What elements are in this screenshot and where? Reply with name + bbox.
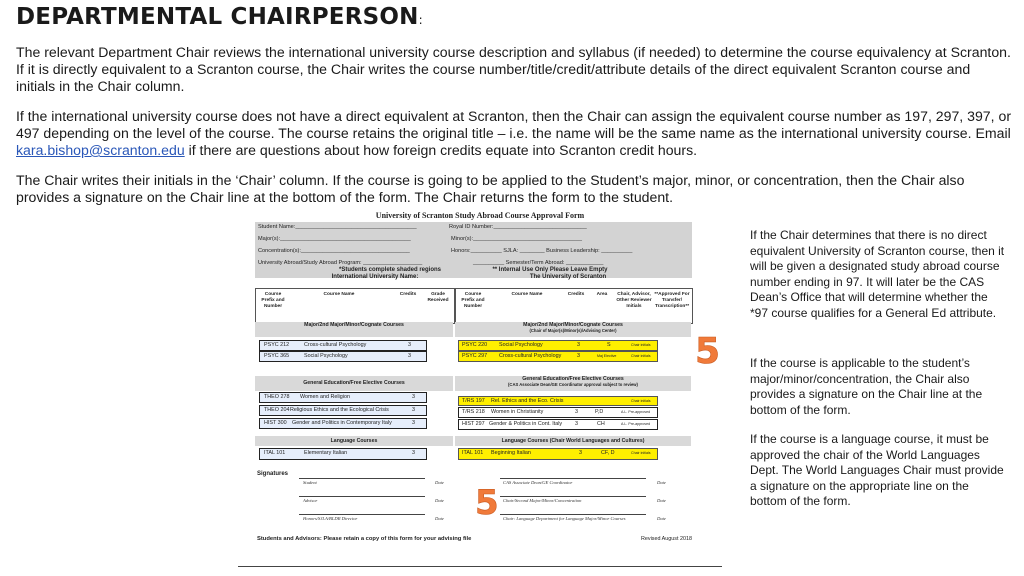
section-lang-right: Language Courses (Chair World Languages and Cultures) <box>455 436 691 446</box>
col-course-name-usc: Course Name <box>511 292 543 297</box>
gen-left-row-2: THEO 204 Religious Ethics and the Ecological Crisis 3 <box>259 405 427 416</box>
side-note-major-minor: If the course is applicable to the student’s major/minor/concentration, the Chair also provides a signature on the Chair line at the bottom of the form. <box>750 356 983 417</box>
col-prefix: Course Prefix and Number <box>261 292 285 309</box>
field-student-name: Student Name:_______________________________________ <box>258 224 417 230</box>
side-note-language: If the course is a language course, it must be approved the chair of the World Languages Dept. The World Languages Chair must provide a signature on the appropriate line on the bottom of the form. <box>750 432 1004 509</box>
section-major-left: Major/2nd Major/Minor/Cognate Courses <box>255 322 453 337</box>
left-table-header <box>255 288 455 324</box>
gen-right-row-3: HIST 297 Gender & Politics in Cont. Italy 3 CH A.L. Pre-approved <box>458 419 658 430</box>
gen-left-row-3: HIST 300 Gender and Politics in Contemporary Italy 3 <box>259 418 427 429</box>
section-lang-left: Language Courses <box>255 436 453 446</box>
form-revised-date: Revised August 2018 <box>641 536 692 542</box>
sig-student: Student <box>303 480 317 485</box>
intl-university-header: International University Name: <box>331 274 419 280</box>
col-area: Area <box>596 292 608 297</box>
sig-honors: Honors/SJLA/BLDR Director <box>303 516 358 521</box>
sig-date-1: Date <box>435 480 444 485</box>
note-students-shaded: *Students complete shaded regions <box>338 267 442 273</box>
lang-left-row-1: ITAL 101 Elementary Italian 3 <box>259 448 427 460</box>
field-majors: Major(s):__________________________________________ <box>258 236 411 242</box>
field-honors: Honors:__________ SJLA: ________ Business Leadership: __________ <box>451 248 633 254</box>
bottom-divider <box>238 566 722 567</box>
major-right-row-1: PSYC 220 Social Psychology 3 S Chair initials <box>458 340 658 351</box>
col-approved: **Approved For Transfer/ Transcription** <box>654 292 690 309</box>
col-credits: Credits <box>399 292 417 297</box>
col-chair-initials: Chair, Advisor, Other Reviewer Initials <box>616 292 652 309</box>
side-note-no-equivalent: If the Chair determines that there is no direct equivalent University of Scranton course, then it will be given a designated study abroad course number ending in 97. It will later be the CAS Dean’s Office that will determine whether the *97 course qualifies for a General Ed attribute. <box>750 228 1005 320</box>
field-concentrations: Concentration(s):___________________________________ <box>258 248 410 254</box>
col-credits-usc: Credits <box>567 292 585 297</box>
col-grade: Grade Received <box>427 292 449 303</box>
form-footer-note: Students and Advisors: Please retain a copy of this form for your advising file <box>257 536 472 542</box>
sig-date-4: Date <box>657 480 666 485</box>
note-internal-use: ** Internal Use Only Please Leave Empty <box>492 267 608 273</box>
section-gen-right: General Education/Free Elective Courses (CAS Associate Dean/GE Coordinator approval subject to review) <box>455 376 691 391</box>
gen-right-row-1: T/RS 197 Rel. Ethics and the Eco. Crisis Chair initials <box>458 396 658 406</box>
course-approval-form <box>255 206 721 554</box>
gen-right-row-2: T/RS 218 Women in Christianity 3 P,D A.L. Pre-approved <box>458 407 658 418</box>
form-title: University of Scranton Study Abroad Course Approval Form <box>375 211 585 220</box>
section-major-right: Major/2nd Major/Minor/Cognate Courses (Chair of Major(s)/Minor(s)/Advising Center) <box>455 322 691 337</box>
right-table-header <box>455 288 693 324</box>
field-royal-id: Royal ID Number:______________________________ <box>449 224 587 230</box>
field-minors: Minor(s):___________________________________ <box>451 236 582 242</box>
email-link[interactable]: kara.bishop@scranton.edu <box>16 142 185 158</box>
major-right-row-2: PSYC 297 Cross-cultural Psychology 3 Maj Elective Chair initials <box>458 351 658 362</box>
callout-number-top: 5 <box>695 331 721 372</box>
major-left-row-2: PSYC 365 Social Psychology 3 <box>259 351 427 362</box>
paragraph-chair-initials: The Chair writes their initials in the ‘Chair’ column. If the course is going to be applied to the Student’s major, minor, or concentration, then the Chair also provides a signature on the Chair line at the bottom of the form. The Chair returns the form to the student. <box>16 172 965 205</box>
field-program: University Abroad/Study Abroad Program: ___________________ <box>258 260 423 266</box>
gen-left-row-1: THEO 278 Women and Religion 3 <box>259 392 427 403</box>
sig-date-3: Date <box>435 516 444 521</box>
sig-chair-language: Chair: Language Department for Language Major/Minor Courses <box>503 516 626 521</box>
page-title: DEPARTMENTAL CHAIRPERSON: <box>16 4 423 30</box>
signatures-label: Signatures <box>257 471 289 477</box>
section-gen-left: General Education/Free Elective Courses <box>255 376 453 391</box>
field-semester: __________ Semester/Term Abroad: ____________ <box>473 260 604 266</box>
col-prefix-usc: Course Prefix and Number <box>461 292 485 309</box>
paragraph-chair-reviews: The relevant Department Chair reviews the international university course description and syllabus (if needed) to determine the course equivalency at Scranton. If it is directly equivalent to a Scranton course, the Chair writes the course number/title/credit/attribute details of the direct equivalent Scranton course and initials in the Chair column. <box>16 44 1011 94</box>
sig-cas-dean: CAS Associate Dean/GE Coordinator <box>503 480 573 485</box>
sig-date-5: Date <box>657 498 666 503</box>
col-course-name: Course Name <box>323 292 355 297</box>
sig-chair-major: Chair/Second Major/Minor/Concentration <box>503 498 582 503</box>
sig-date-6: Date <box>657 516 666 521</box>
major-left-row-1: PSYC 212 Cross-cultural Psychology 3 <box>259 340 427 351</box>
sig-date-2: Date <box>435 498 444 503</box>
callout-number-bottom: 5 <box>475 483 499 523</box>
scranton-header: The University of Scranton <box>529 274 607 280</box>
lang-right-row-1: ITAL 101 Beginning Italian 3 CF, D Chair initials <box>458 448 658 460</box>
paragraph-no-direct-equivalent: If the international university course does not have a direct equivalent at Scranton, then the Chair can assign the equivalent course number as 197, 297, 397, or 497 depending on the level of the course. The course retains the original title – i.e. the name will be the same name as the international university course. Email kara.bishop@scranton.edu if there are questions about how foreign credits equate into Scranton credit hours. <box>16 108 1012 158</box>
sig-advisor: Advisor <box>303 498 318 503</box>
